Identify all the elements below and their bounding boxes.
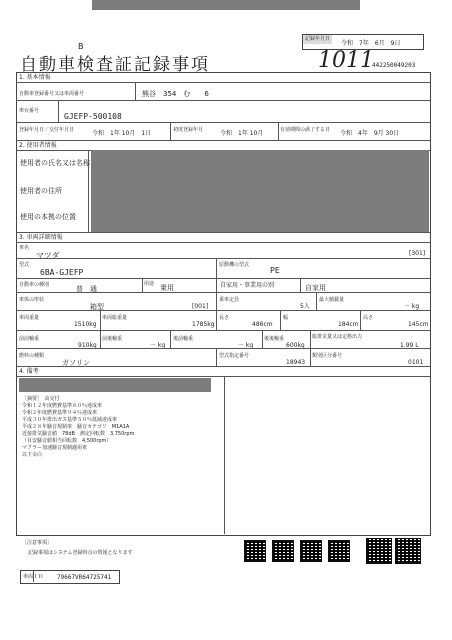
maker-label: 車名	[19, 245, 30, 251]
note-line: （目安騒音値相当回転数 4,500rpm）	[22, 438, 112, 444]
engine-label: 原動機の型式	[219, 262, 250, 268]
record-date: 令和 7年 6月 9日	[341, 40, 401, 47]
gross-weight: 1785kg	[192, 321, 215, 328]
chassis-label: 車台番号	[19, 108, 40, 114]
note-line: 近接排気騒音値 78dB 測定回転数 3,750rpm	[22, 431, 135, 437]
qr-code-icon	[300, 540, 322, 562]
record-date-label: 記録年月日	[305, 36, 331, 42]
engine: PE	[270, 266, 280, 275]
height: 145cm	[408, 321, 429, 328]
qr-code-icon	[244, 540, 266, 562]
weight-label: 車両重量	[19, 315, 40, 321]
section4-header: 4. 備考	[19, 368, 39, 375]
front-rear-axle: － kg	[150, 342, 166, 349]
rear-axle-label: 後後軸重	[264, 336, 285, 342]
use-label: 用途	[144, 281, 155, 287]
reg-number-label: 自動車登録番号又は車両番号	[19, 91, 85, 97]
top-redaction	[92, 0, 360, 10]
maker: マツダ	[36, 251, 60, 260]
reg-number: 熊谷 354 む 6	[142, 90, 209, 98]
qr-code-icon	[395, 538, 421, 564]
chassis-number: GJEFP-500108	[64, 112, 122, 121]
section3-header: 3. 車両詳細情報	[19, 234, 63, 241]
user-info-redaction	[91, 150, 429, 232]
type-approval: 18943	[286, 359, 306, 366]
purpose-label: 自家用・事業用の別	[220, 282, 275, 289]
body: 箱型	[90, 303, 104, 311]
model-label: 型式	[19, 262, 30, 268]
type-approval-label: 型式指定番号	[219, 353, 250, 359]
user-address-label: 使用者の住所	[20, 187, 62, 195]
maker-code: [301]	[409, 250, 426, 257]
expiry: 令和 4年 9月 30日	[340, 130, 400, 137]
note-line: ［摘要］ 高交付	[22, 396, 60, 402]
vehicle-id: 79667VR64725741	[57, 574, 112, 581]
model: 6BA-GJEFP	[40, 268, 84, 277]
length-label: 長さ	[219, 315, 230, 321]
qr-code-icon	[272, 540, 294, 562]
base-location-label: 使用の本拠の位置	[20, 213, 76, 221]
notice-text: 記録事項はシステム登録時点の情報となります	[28, 550, 133, 556]
title-mark: B	[78, 42, 84, 51]
note-line: 令和１２年度燃費基準８０％達成車	[22, 403, 103, 409]
fuel: ガソリン	[62, 359, 90, 367]
page-title: 自動車検査証記録事項	[20, 55, 210, 75]
notes-redaction	[19, 378, 211, 392]
handwritten-number: 1011	[318, 48, 374, 73]
category-label: 類別区分番号	[312, 353, 343, 359]
body-code: [001]	[192, 303, 209, 310]
note-line: 令和２年度燃費基準９４％達成車	[22, 410, 98, 416]
displacement: 1.99 L	[400, 342, 419, 349]
height-label: 高さ	[363, 315, 374, 321]
max-load: － kg	[404, 303, 420, 310]
front-axle-label: 前前軸重	[19, 336, 40, 342]
front-rear-axle-label: 前後軸重	[102, 336, 123, 342]
section1-header: 1. 基本情報	[19, 74, 51, 81]
width: 184cm	[338, 321, 359, 328]
user-name-label: 使用者の氏名又は名称	[20, 159, 90, 167]
note-line: 平成３０年排出ガス基準５０％低減達成車	[22, 417, 118, 423]
fuel-label: 燃料の種類	[19, 353, 45, 359]
length: 486cm	[252, 321, 273, 328]
front-axle: 910kg	[78, 342, 97, 349]
qr-code-icon	[328, 540, 350, 562]
purpose: 自家用	[305, 284, 326, 292]
weight: 1510kg	[74, 321, 97, 328]
max-load-label: 最大積載量	[319, 297, 345, 303]
rear-front-axle: － kg	[238, 342, 254, 349]
note-line: 以下余白	[22, 452, 43, 458]
first-reg-date-label: 初度登録年月	[173, 127, 204, 133]
expiry-label: 有効期間の満了する日	[280, 127, 331, 133]
kind-label: 自動車の種別	[19, 282, 50, 288]
notes-list	[22, 396, 134, 459]
section2-header: 2. 使用者情報	[19, 142, 57, 149]
capacity-label: 乗車定員	[219, 297, 240, 303]
kind: 普 通	[76, 285, 97, 293]
use: 乗用	[160, 284, 174, 292]
vehicle-id-label: 車両ＩＤ	[23, 574, 44, 580]
notice-label: ［注意事項］	[22, 540, 53, 546]
first-reg-label: 登録年月日／交付年月日	[19, 127, 75, 133]
gross-weight-label: 車両総重量	[102, 315, 128, 321]
first-reg-date: 令和 1年 10月	[220, 130, 264, 137]
body-label: 車体の形状	[19, 297, 45, 303]
vehicle-id-box	[20, 570, 120, 584]
qr-code-icon	[366, 538, 392, 564]
doc-number: 442250049203	[372, 62, 416, 69]
rear-front-axle-label: 後前軸重	[173, 336, 194, 342]
capacity: 5人	[300, 303, 310, 310]
width-label: 幅	[283, 315, 289, 321]
rear-axle: 600kg	[286, 342, 305, 349]
note-line: 平成２８年騒音規制車 騒音カテゴリ M1A1A	[22, 424, 130, 430]
displacement-label: 総排気量又は定格出力	[312, 334, 363, 340]
category: 0101	[408, 359, 424, 366]
note-line: マフラー加速騒音規制適用車	[22, 445, 88, 451]
first-reg: 令和 1年 10月 1日	[92, 130, 152, 137]
